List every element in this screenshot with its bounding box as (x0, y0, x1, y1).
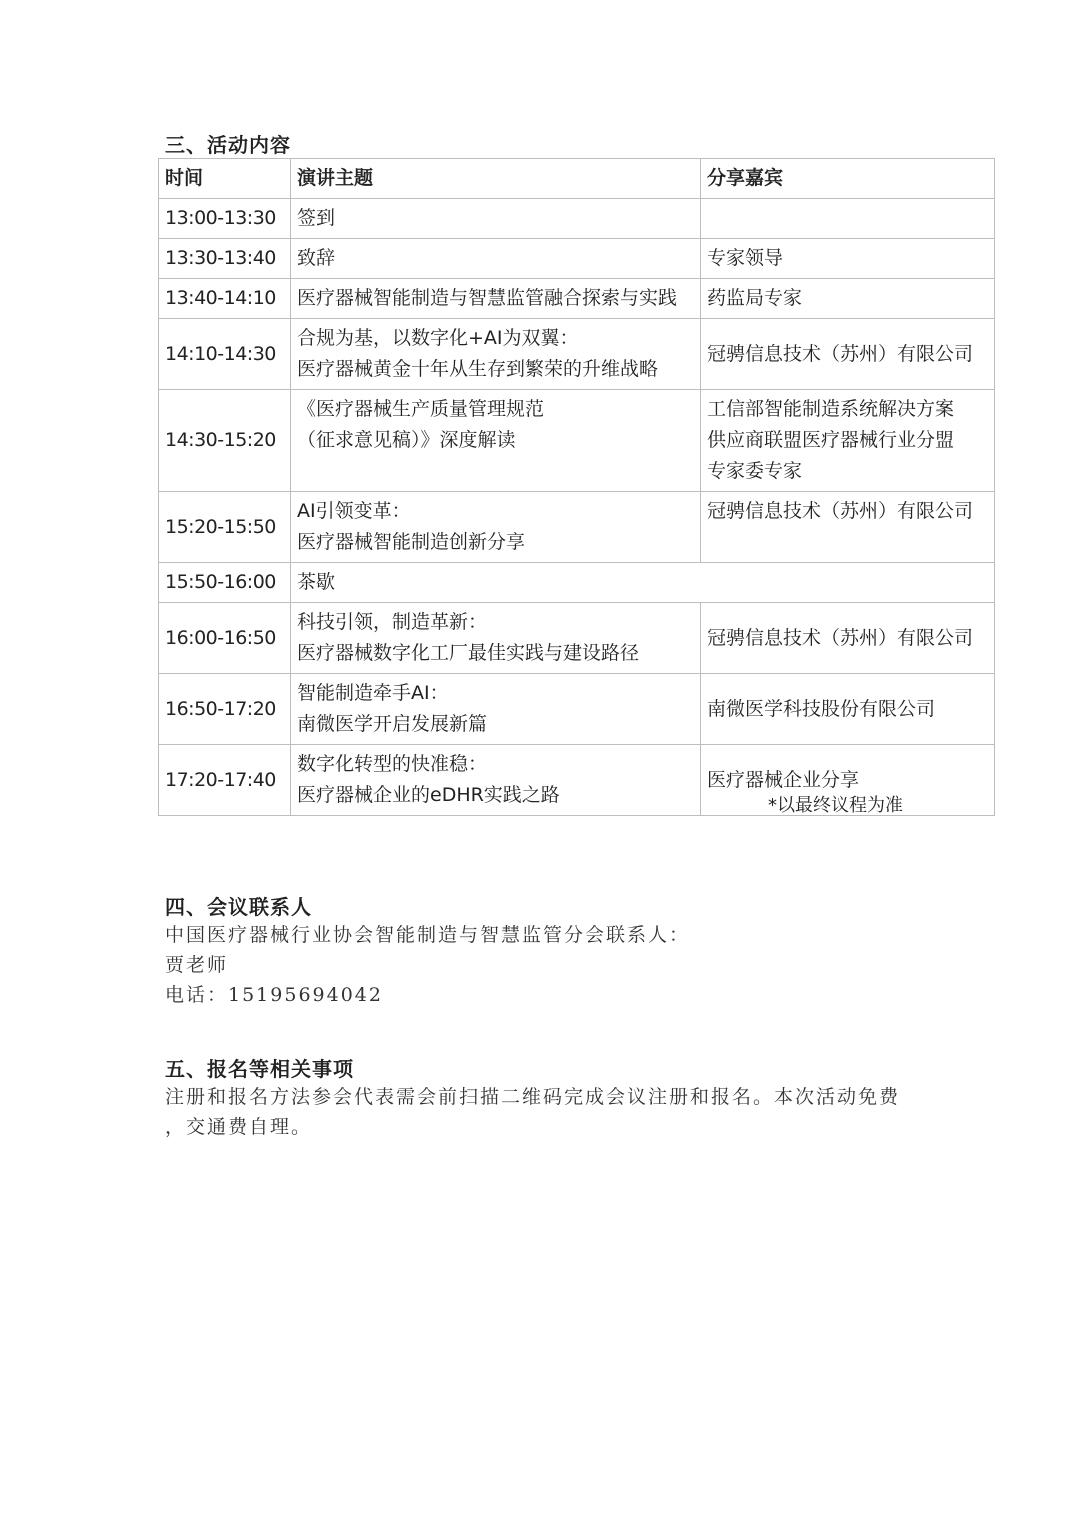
agenda-topic-line: 科技引领，制造革新： (297, 611, 488, 633)
agenda-note: *以最终议程为准 (768, 795, 903, 816)
section4-contact (165, 920, 690, 1010)
agenda-guest (701, 279, 995, 319)
agenda-guest-line: 医疗器械企业分享 (707, 768, 860, 791)
agenda-guest (701, 199, 995, 239)
agenda-topic-line: AI引领变革： (297, 500, 411, 522)
agenda-guest-line: 南微医学科技股份有限公司 (707, 697, 936, 720)
agenda-guest-line: 药监局专家 (707, 287, 803, 309)
agenda-row (159, 492, 995, 563)
agenda-topic-line: 数字化转型的快准稳： (297, 753, 488, 775)
agenda-topic (291, 492, 701, 563)
agenda-topic (291, 674, 701, 745)
agenda-time: 15:50-16:00 (159, 563, 291, 603)
agenda-topic-line: 医疗器械智能制造与智慧监管融合探索与实践 (297, 287, 678, 309)
agenda-guest-line: 供应商联盟医疗器械行业分盟 (707, 429, 955, 451)
contact-phone: 电话：15195694042 (165, 984, 383, 1006)
agenda-row (159, 279, 995, 319)
contact-person: 贾老师 (165, 954, 229, 976)
agenda-guest (701, 492, 995, 563)
agenda-guest-line: 冠骋信息技术（苏州）有限公司 (707, 500, 974, 522)
agenda-guest (701, 603, 995, 674)
agenda-guest-line: 冠骋信息技术（苏州）有限公司 (707, 342, 974, 365)
header-topic: 演讲主题 (291, 159, 701, 199)
agenda-row (159, 603, 995, 674)
agenda-topic (291, 603, 701, 674)
agenda-topic (291, 199, 701, 239)
section5-registration (165, 1082, 900, 1142)
agenda-topic-line: 医疗器械企业的eDHR实践之路 (297, 784, 560, 806)
agenda-time: 13:00-13:30 (159, 199, 291, 239)
agenda-topic-line: 医疗器械黄金十年从生存到繁荣的升维战略 (297, 358, 659, 380)
agenda-time: 14:10-14:30 (159, 319, 291, 390)
agenda-topic-line: 南微医学开启发展新篇 (297, 713, 488, 735)
agenda-topic-line: 医疗器械智能制造创新分享 (297, 531, 526, 553)
agenda-topic-line: 签到 (297, 207, 336, 229)
agenda-time: 13:30-13:40 (159, 239, 291, 279)
agenda-topic-line: 《医疗器械生产质量管理规范 (297, 398, 545, 420)
agenda-topic-line: 致辞 (297, 247, 336, 269)
agenda-guest (701, 239, 995, 279)
agenda-guest (701, 390, 995, 492)
agenda-time: 15:20-15:50 (159, 492, 291, 563)
agenda-header-row (159, 159, 995, 199)
agenda-row (159, 674, 995, 745)
agenda-row (159, 390, 995, 492)
agenda-topic (291, 239, 701, 279)
agenda-guest-line: 专家领导 (707, 247, 784, 269)
agenda-time: 16:00-16:50 (159, 603, 291, 674)
agenda-guest-line: 工信部智能制造系统解决方案 (707, 398, 955, 420)
agenda-topic-line: 智能制造牵手AI： (297, 682, 449, 704)
registration-line-1: 注册和报名方法参会代表需会前扫描二维码完成会议注册和报名。本次活动免费 (165, 1086, 901, 1108)
agenda-row (159, 239, 995, 279)
header-time: 时间 (159, 159, 291, 199)
agenda-guest (701, 319, 995, 390)
section5-title: 五、报名等相关事项 (165, 1057, 354, 1081)
section3-title: 三、活动内容 (165, 133, 291, 157)
agenda-topic (291, 279, 701, 319)
agenda-row (159, 319, 995, 390)
agenda-topic-line: 医疗器械数字化工厂最佳实践与建设路径 (297, 642, 640, 664)
registration-line-2: ，交通费自理。 (165, 1116, 313, 1138)
agenda-time: 16:50-17:20 (159, 674, 291, 745)
agenda-topic (291, 563, 995, 603)
agenda-time: 14:30-15:20 (159, 390, 291, 492)
agenda-topic (291, 745, 701, 816)
section4-title: 四、会议联系人 (165, 895, 312, 919)
agenda-topic-line: 茶歇 (297, 571, 336, 593)
agenda-row (159, 563, 995, 603)
agenda-guest-line: 专家委专家 (707, 460, 803, 482)
agenda-topic-line: 合规为基，以数字化+AI为双翼： (297, 327, 579, 349)
agenda-topic-line: （征求意见稿）》深度解读 (297, 429, 516, 451)
header-guest: 分享嘉宾 (701, 159, 995, 199)
agenda-time: 17:20-17:40 (159, 745, 291, 816)
agenda-topic (291, 319, 701, 390)
agenda-topic (291, 390, 701, 492)
agenda-time: 13:40-14:10 (159, 279, 291, 319)
agenda-guest-line: 冠骋信息技术（苏州）有限公司 (707, 626, 974, 649)
contact-org: 中国医疗器械行业协会智能制造与智慧监管分会联系人： (165, 924, 691, 946)
agenda-row (159, 199, 995, 239)
agenda-table (158, 158, 995, 816)
agenda-guest (701, 674, 995, 745)
